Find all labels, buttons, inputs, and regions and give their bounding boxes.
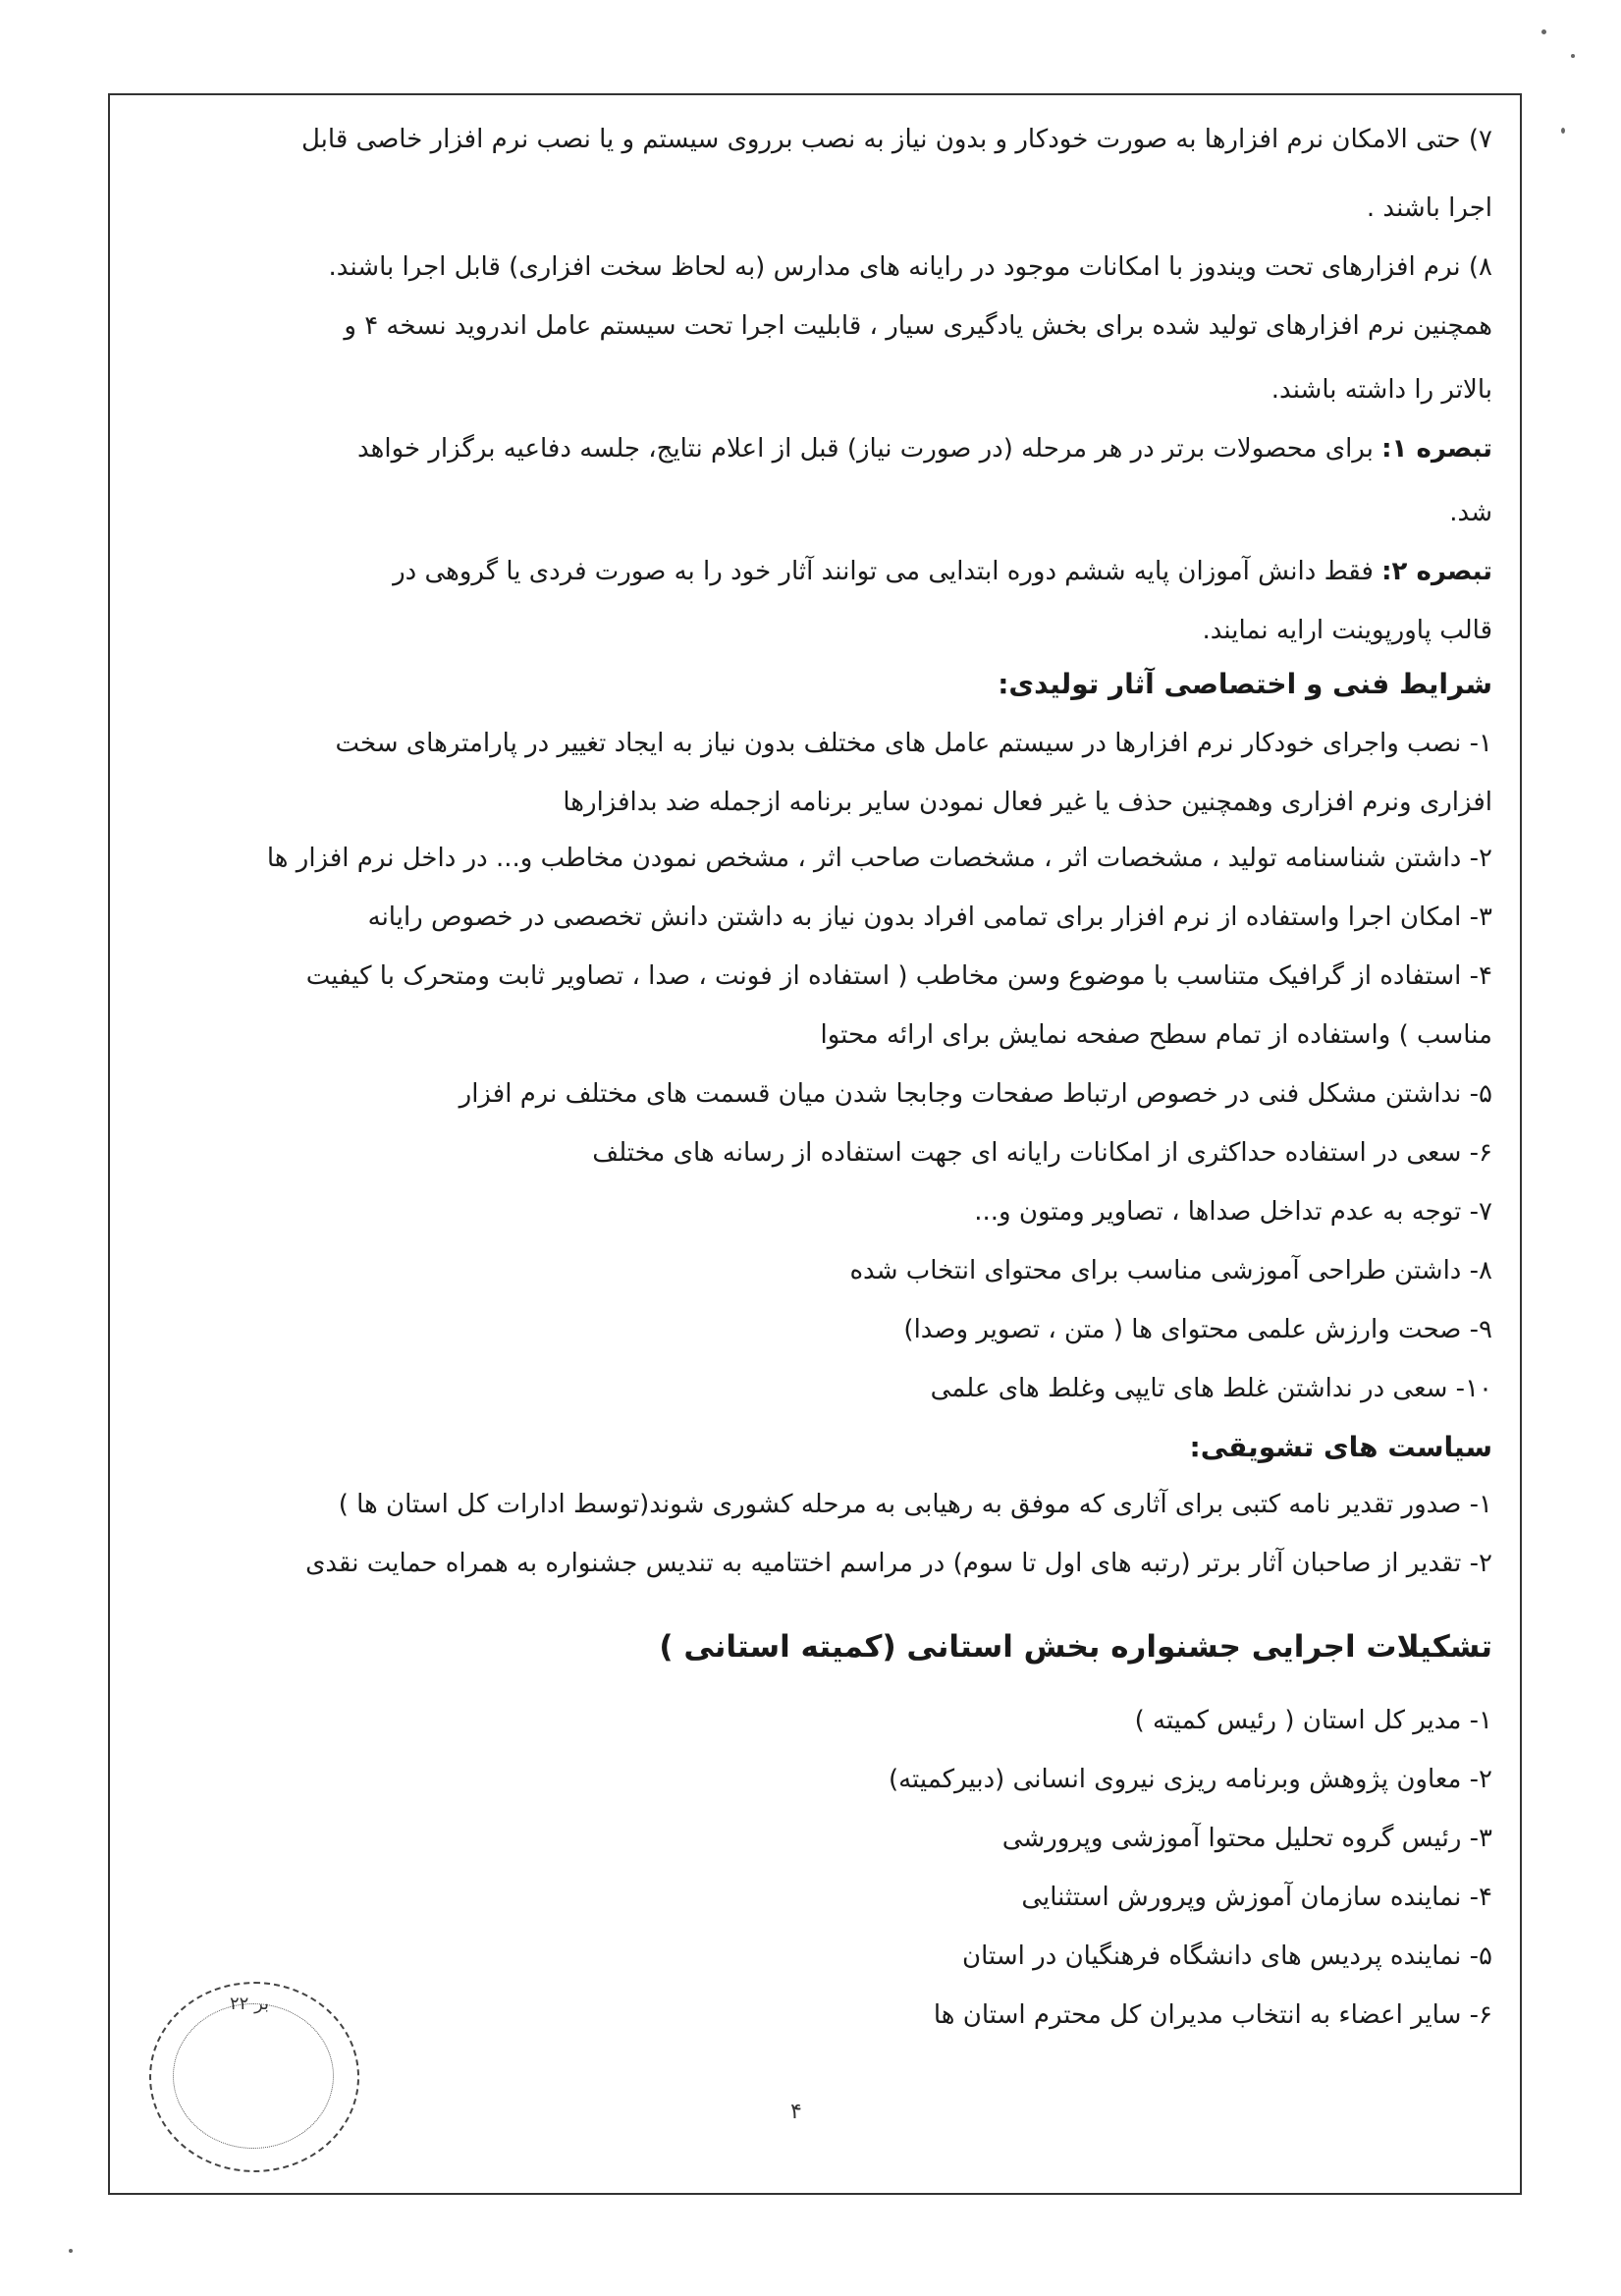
- incentives-item-1: ۱- صدور تقدیر نامه کتبی برای آثاری که موفق به رهیابی به مرحله کشوری شوند(توسط ادارات کل استان ها ): [338, 1490, 1492, 1519]
- committee-item-6: ۶- سایر اعضاء به انتخاب مدیران کل محترم استان ها: [933, 2000, 1492, 2030]
- note-2-line-2: قالب پاورپوینت ارایه نمایند.: [1202, 616, 1492, 645]
- technical-item-4-line-1: ۴- استفاده از گرافیک متناسب با موضوع وسن مخاطب ( استفاده از فونت ، صدا ، تصاویر ثابت ومتحرک با کیفیت: [305, 961, 1492, 991]
- technical-item-8: ۸- داشتن طراحی آموزشی مناسب برای محتوای انتخاب شده: [849, 1256, 1492, 1285]
- page-number: ۴: [790, 2100, 802, 2124]
- technical-item-10: ۱۰- سعی در نداشتن غلط های تایپی وغلط های علمی: [930, 1374, 1492, 1403]
- committee-item-1: ۱- مدیر کل استان ( رئیس کمیته ): [1134, 1706, 1492, 1735]
- frame-right-line: [1520, 93, 1522, 2195]
- technical-item-9: ۹- صحت وارزش علمی محتوای ها ( متن ، تصویر وصدا): [903, 1315, 1492, 1344]
- scan-speck: [1571, 54, 1575, 58]
- frame-bottom-line: [108, 2193, 1522, 2195]
- incentives-item-2: ۲- تقدیر از صاحبان آثار برتر (رتبه های اول تا سوم) در مراسم اختتامیه به تندیس جشنواره به همراه حمایت نقدی: [305, 1549, 1492, 1578]
- committee-item-5: ۵- نماینده پردیس های دانشگاه فرهنگیان در استان: [962, 1941, 1492, 1971]
- item-8-line-3: بالاتر را داشته باشند.: [1270, 375, 1492, 405]
- committee-item-2: ۲- معاون پژوهش وبرنامه ریزی نیروی انسانی (دبیرکمیته): [888, 1765, 1492, 1794]
- technical-item-6: ۶- سعی در استفاده حداکثری از امکانات رایانه ای جهت استفاده از رسانه های مختلف: [592, 1138, 1492, 1168]
- technical-item-7: ۷- توجه به عدم تداخل صداها ، تصاویر ومتون و...: [974, 1197, 1492, 1227]
- technical-item-1-line-2: افزاری ونرم افزاری وهمچنین حذف یا غیر فعال نمودن سایر برنامه ازجمله ضد بدافزارها: [563, 788, 1492, 817]
- note-2-text: فقط دانش آموزان پایه ششم دوره ابتدایی می توانند آثار خود را به صورت فردی یا گروهی در: [393, 557, 1382, 586]
- official-stamp: [149, 1982, 359, 2172]
- committee-title: تشکیلات اجرایی جشنواره بخش استانی (کمیته استانی ): [659, 1629, 1492, 1665]
- item-8-line-1: ۸) نرم افزارهای تحت ویندوز با امکانات موجود در رایانه های مدارس (به لحاظ سخت افزاری) قابل اجرا باشند.: [328, 252, 1492, 282]
- committee-item-4: ۴- نماینده سازمان آموزش وپرورش استثنایی: [1021, 1883, 1492, 1912]
- technical-item-5: ۵- نداشتن مشکل فنی در خصوص ارتباط صفحات وجابجا شدن میان قسمت های مختلف نرم افزار: [459, 1079, 1492, 1109]
- technical-item-1-line-1: ۱- نصب واجرای خودکار نرم افزارها در سیستم عامل های مختلف بدون نیاز به ایجاد تغییر در پارامترهای سخت: [335, 729, 1492, 758]
- item-7-line-1: ۷) حتی الامکان نرم افزارها به صورت خودکار و بدون نیاز به نصب برروی سیستم و یا نصب نرم افزار خاصی قابل: [300, 125, 1492, 154]
- stamp-text: ۲۲ بر: [230, 1994, 270, 2014]
- scan-speck: [69, 2249, 73, 2253]
- note-1-label: تبصره ۱:: [1381, 434, 1492, 464]
- note-2-line-1: [393, 555, 1492, 588]
- note-1-line-2: شد.: [1449, 498, 1492, 527]
- stamp-inner-ring: [173, 2003, 334, 2149]
- note-2-label: تبصره ۲:: [1381, 557, 1492, 586]
- frame-left-line: [108, 93, 110, 2195]
- technical-heading: شرایط فنی و اختصاصی آثار تولیدی:: [998, 668, 1492, 700]
- item-7-line-2: اجرا باشند .: [1366, 193, 1492, 223]
- committee-item-3: ۳- رئیس گروه تحلیل محتوا آموزشی وپرورشی: [1001, 1824, 1492, 1853]
- technical-item-3: ۳- امکان اجرا واستفاده از نرم افزار برای تمامی افراد بدون نیاز به داشتن دانش تخصصی در خصوص رایانه: [367, 902, 1492, 932]
- scan-speck: [1561, 128, 1565, 134]
- note-1-text: برای محصولات برتر در هر مرحله (در صورت نیاز) قبل از اعلام نتایج، جلسه دفاعیه برگزار خواهد: [357, 434, 1382, 464]
- note-1-line-1: [357, 432, 1492, 465]
- frame-top-line: [108, 93, 1522, 95]
- item-8-line-2: همچنین نرم افزارهای تولید شده برای بخش یادگیری سیار ، قابلیت اجرا تحت سیستم عامل اندروید نسخه ۴ و: [344, 311, 1492, 341]
- incentives-heading: سیاست های تشویقی:: [1189, 1431, 1492, 1463]
- scan-speck: [1541, 29, 1546, 34]
- technical-item-4-line-2: مناسب ) واستفاده از تمام سطح صفحه نمایش برای ارائه محتوا: [820, 1020, 1492, 1050]
- technical-item-2: ۲- داشتن شناسنامه تولید ، مشخصات اثر ، مشخصات صاحب اثر ، مشخص نمودن مخاطب و... در داخل نرم افزار ها: [266, 844, 1492, 873]
